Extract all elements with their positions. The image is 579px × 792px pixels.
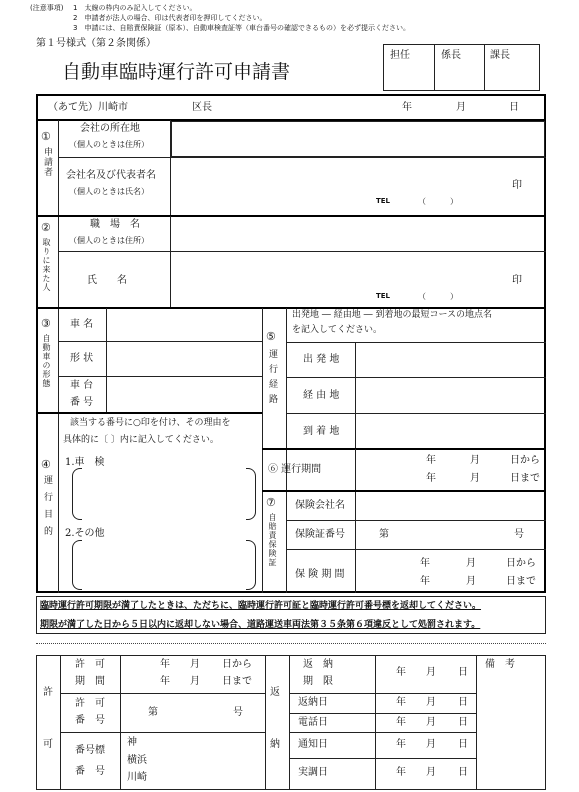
ins-to-year: 年 [420, 576, 430, 587]
return-due-label-2: 期 限 [303, 676, 333, 687]
permit-from-year: 年 [160, 659, 170, 670]
permit-to-month: 月 [190, 676, 200, 687]
company-name-note: （個人のときは氏名） [69, 187, 149, 196]
due-day: 日 [458, 667, 468, 678]
period-from-year: 年 [426, 455, 436, 466]
plate-label-1: 番号標 [75, 745, 105, 756]
date-month: 月 [456, 102, 466, 113]
period-from-month: 月 [470, 455, 480, 466]
car-name-label: 車 名 [70, 319, 94, 330]
note-1: 1 太線の枠内のみ記入してください。 [73, 4, 197, 12]
tel-day: 日 [458, 717, 468, 728]
collector-seal: 印 [512, 275, 522, 286]
insurer-field[interactable] [356, 492, 545, 520]
route-number: ⑤ [266, 330, 276, 343]
notice-year: 年 [396, 739, 406, 750]
route-desc-1: 出発地 ― 経由地 ― 到着地の最短コースの地点名 [292, 310, 492, 320]
cert-no-dai: 第 [379, 529, 389, 540]
remarks-label: 備 考 [485, 659, 515, 670]
ins-to-day: 日まで [506, 576, 536, 587]
warning-line-2: 期限が満了した日から５日以内に返却しない場合、道路運送車両法第３５条第６項違反として処罰されます。 [40, 620, 481, 630]
car-shape-field[interactable] [107, 342, 262, 376]
applicant-label: 申請者 [42, 147, 52, 177]
inspection-date-label: 実調日 [298, 767, 328, 778]
collector-number: ② [41, 221, 51, 234]
due-month: 月 [426, 667, 436, 678]
route-desc-2: を記入してください。 [292, 325, 383, 335]
route-label: 運行経路 [267, 349, 277, 409]
plate-yokohama: 横浜 [127, 755, 147, 766]
note-2: 2 申請者が法人の場合、印は代表者印を押印してください。 [73, 14, 267, 22]
chassis-label-2: 番 号 [70, 397, 94, 408]
date-day: 日 [509, 102, 519, 113]
return-date-label: 返納日 [298, 697, 328, 708]
chassis-field[interactable] [107, 377, 262, 412]
date-year: 年 [402, 102, 412, 113]
notice-month: 月 [426, 739, 436, 750]
applicant-tel-label: TEL [376, 197, 391, 205]
note-3: 3 申請には、自賠責保険証（原本）、自動車検査証等（車台番号の確認できるもの）を必ず提示ください。 [73, 24, 410, 32]
ret-year: 年 [396, 697, 406, 708]
period-to-month: 月 [470, 473, 480, 484]
stamp-kakaricho: 係長 [441, 50, 461, 61]
ret-day: 日 [458, 697, 468, 708]
ins-from-year: 年 [420, 558, 430, 569]
office-kyo: 許 [43, 687, 53, 698]
collector-name-label: 氏 名 [87, 275, 127, 286]
office-hen: 返 [270, 687, 280, 698]
form-title: 自動車臨時運行許可申請書 [62, 61, 291, 83]
period-to-day: 日まで [510, 473, 540, 484]
cert-no-label: 保険証番号 [295, 529, 345, 540]
cert-no-field[interactable] [390, 521, 510, 549]
ward-chief: 区長 [192, 102, 212, 113]
applicant-number: ① [41, 130, 51, 143]
addressee: （あて先）川崎市 [48, 102, 128, 113]
plate-kanagawa: 神 [127, 737, 137, 748]
bracket-right-2 [246, 540, 256, 590]
permit-to-day: 日まで [222, 676, 252, 687]
insurance-label: 自賠責保険証 [268, 513, 277, 567]
tel-month: 月 [426, 717, 436, 728]
purpose-option-inspection[interactable]: 1.車 検 [65, 457, 105, 468]
applicant-tel-field[interactable]: （ ） [418, 197, 458, 206]
route-via-field[interactable] [356, 378, 545, 413]
route-start-field[interactable] [356, 343, 545, 377]
vehicle-label: 自動車の形態 [42, 334, 51, 388]
check-year: 年 [396, 767, 406, 778]
company-address-label: 会社の所在地 [80, 123, 140, 134]
route-end-field[interactable] [356, 414, 545, 448]
workplace-label: 職 場 名 [90, 219, 140, 230]
purpose-desc-1: 該当する番号に○印を付け、その理由を [70, 418, 231, 428]
car-shape-label: 形 状 [70, 353, 94, 364]
bracket-right-1 [246, 468, 256, 520]
insurance-term-label: 保 険 期 間 [295, 569, 345, 580]
permit-period-label-2: 期 間 [75, 676, 105, 687]
purpose-desc-2: 具体的に〔 〕内に記入してください。 [63, 435, 219, 445]
permit-period-label-1: 許 可 [75, 659, 105, 670]
permit-from-month: 月 [190, 659, 200, 670]
other-reason-field[interactable] [82, 540, 246, 590]
insurance-number: ⑦ [266, 496, 276, 509]
company-name-label: 会社名及び代表者名 [66, 170, 156, 181]
office-ka: 可 [43, 739, 53, 750]
company-address-field[interactable] [171, 121, 545, 157]
inspection-reason-field[interactable] [82, 468, 246, 520]
office-table [36, 655, 546, 790]
return-due-label-1: 返 納 [303, 659, 333, 670]
period-label: ⑥ 運行期間 [268, 464, 322, 475]
ins-from-month: 月 [466, 558, 476, 569]
due-year: 年 [396, 667, 406, 678]
workplace-note: （個人のときは住所） [69, 236, 149, 245]
permit-no-go: 号 [233, 707, 243, 718]
company-name-field[interactable] [171, 158, 545, 215]
purpose-number: ④ [41, 458, 51, 471]
route-start-label: 出 発 地 [303, 354, 340, 365]
permit-no-dai: 第 [148, 707, 158, 718]
plate-label-2: 番 号 [75, 766, 105, 777]
form-number: 第１号様式（第２条関係） [36, 38, 156, 49]
car-name-field[interactable] [107, 309, 262, 341]
company-address-note: （個人のときは住所） [69, 140, 149, 149]
bracket-left-2 [72, 540, 82, 590]
bracket-left-1 [72, 468, 82, 520]
cert-no-go: 号 [514, 529, 524, 540]
workplace-field[interactable] [171, 217, 545, 251]
collector-tel-field[interactable]: （ ） [418, 292, 458, 301]
route-via-label: 経 由 地 [303, 390, 340, 401]
warning-line-1: 臨時運行許可期限が満了したときは、ただちに、臨時運行許可証と臨時運行許可番号標を返却してください。 [40, 601, 482, 611]
stamp-kacho: 課長 [490, 50, 510, 61]
collector-name-field[interactable] [171, 252, 545, 307]
vehicle-number: ③ [41, 317, 51, 330]
notice-day: 日 [458, 739, 468, 750]
plate-kawasaki: 川崎 [127, 772, 147, 783]
permit-to-year: 年 [160, 676, 170, 687]
purpose-option-other[interactable]: 2.その他 [65, 528, 105, 539]
tel-year: 年 [396, 717, 406, 728]
permit-from-day: 日から [222, 659, 252, 670]
phone-date-label: 電話日 [298, 717, 328, 728]
collector-tel-label: TEL [376, 292, 391, 300]
cut-line [36, 643, 546, 644]
insurer-label: 保険会社名 [295, 500, 345, 511]
applicant-seal: 印 [512, 180, 522, 191]
ins-to-month: 月 [466, 576, 476, 587]
notice-date-label: 通知日 [298, 739, 328, 750]
chassis-label-1: 車 台 [70, 380, 94, 391]
ins-from-day: 日から [506, 558, 536, 569]
ret-month: 月 [426, 697, 436, 708]
period-to-year: 年 [426, 473, 436, 484]
office-nou: 納 [270, 739, 280, 750]
permit-no-label-1: 許 可 [75, 698, 105, 709]
check-month: 月 [426, 767, 436, 778]
notes-header: (注意事項) [30, 4, 64, 12]
route-end-label: 到 着 地 [303, 426, 340, 437]
collector-label: 取りに来た人 [42, 238, 51, 292]
permit-no-label-2: 番 号 [75, 715, 105, 726]
check-day: 日 [458, 767, 468, 778]
period-from-day: 日から [510, 455, 540, 466]
purpose-label: 運行目的 [42, 475, 52, 543]
stamp-tannin: 担任 [390, 50, 410, 61]
